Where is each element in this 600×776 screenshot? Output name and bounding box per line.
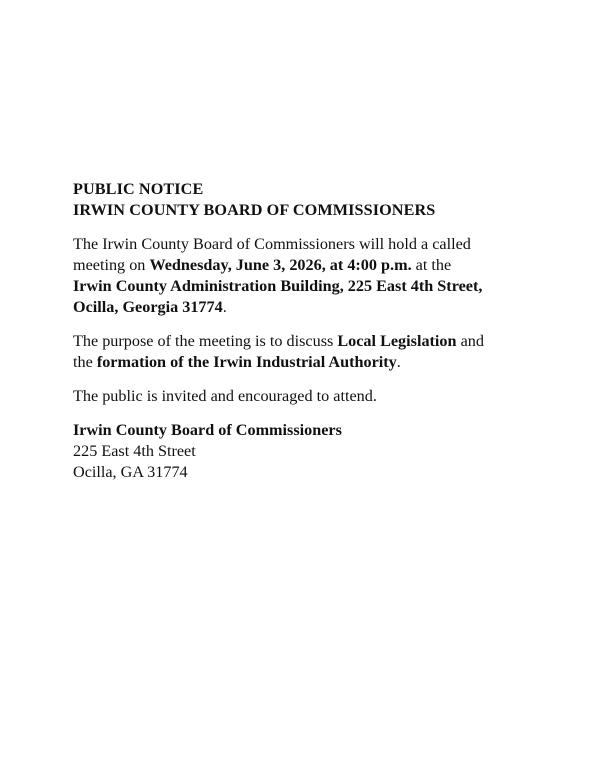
signature-street: 225 East 4th Street	[73, 442, 196, 460]
meeting-city: Ocilla, Georgia 31774	[73, 298, 223, 316]
meeting-announcement	[73, 234, 543, 318]
purpose-line-1: The purpose of the meeting is to discuss Local Legislation and	[73, 332, 484, 350]
meeting-location: Irwin County Administration Building, 225 East 4th Street,	[73, 277, 483, 295]
signature-name: Irwin County Board of Commissioners	[73, 421, 342, 439]
purpose-line-2: the formation of the Irwin Industrial Authority.	[73, 353, 401, 371]
announcement-line-1: The Irwin County Board of Commissioners will hold a called	[73, 235, 471, 253]
notice-title: PUBLIC NOTICE	[73, 180, 204, 198]
public-invitation: The public is invited and encouraged to attend.	[73, 387, 377, 405]
organization-heading: IRWIN COUNTY BOARD OF COMMISSIONERS	[73, 201, 436, 219]
meeting-datetime: Wednesday, June 3, 2026, at 4:00 p.m.	[149, 256, 412, 274]
meeting-purpose	[73, 331, 543, 373]
signature-block	[73, 420, 543, 483]
announcement-line-3	[73, 276, 543, 297]
signature-city: Ocilla, GA 31774	[73, 463, 188, 481]
notice-body	[73, 179, 543, 483]
announcement-line-2: meeting on Wednesday, June 3, 2026, at 4:00 p.m. at the	[73, 256, 452, 274]
topic-industrial-authority: formation of the Irwin Industrial Authority	[96, 353, 397, 371]
announcement-line-4: Ocilla, Georgia 31774.	[73, 298, 227, 316]
topic-local-legislation: Local Legislation	[337, 332, 457, 350]
